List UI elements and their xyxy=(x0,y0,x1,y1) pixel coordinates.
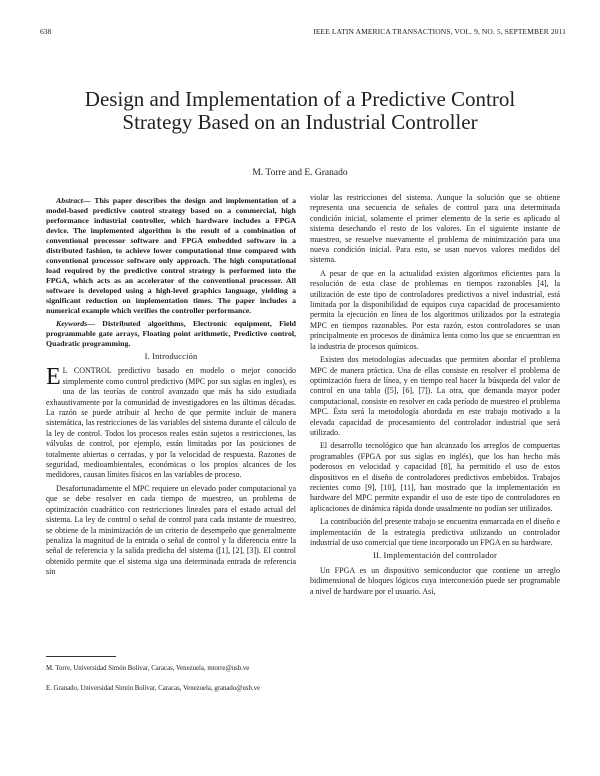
right-paragraph-2: A pesar de que en la actualidad existen algoritmos eficientes para la resolución de esta clase de problemas en tiempos razonables [4], la utilización de este tipo de controladores predictivos a nivel industrial, está limitada por la disponibilidad de equipos cuya capacidad de procesamiento permita la ejecución en línea de los algoritmos utilizados por la estrategia MPC en tiempos razonables. Por esta razón, estos controladores se usan principalmente en procesos de dinámica lenta como los que se encuentran en la industria de procesos químicos. xyxy=(310,268,560,351)
intro-paragraph-1 xyxy=(46,366,296,480)
footnote-rule xyxy=(46,656,116,657)
abstract-label: Abstract— xyxy=(56,196,91,205)
right-paragraph-1: violar las restricciones del sistema. Aunque la solución que se obtiene representa una secuencia de señales de control para una determinada condición inicial, solamente el primer elemento de la serie es aplicado al sistema desechando el resto de los valores. En el siguiente instante de muestreo, se resuelve nuevamente el problema de minimización para una nueva condición inicial. Para esto, se usan nuevos valores medidos del sistema. xyxy=(310,193,560,265)
right-column xyxy=(310,193,560,600)
abstract-text: This paper describes the design and implementation of a model-based predictive control strategy based on a commercial, high performance industrial controller, which hardware includes a FPGA device. The implemented algorithm is the result of a combination of conventional processor software and FPGA embedded software in a distributed fashion, to achieve lower computational time compared with conventional processor software only approach. The high computational load required by the predictive control strategy is performed into the FPGA, which acts as an accelerator of the conventional processor. All software is developed using a high-level graphics language, yielding a significant reduction on implementation times. The paper includes a numerical example which verifies the controller performance. xyxy=(46,196,296,315)
footnote-author-1: M. Torre, Universidad Simón Bolívar, Caracas, Venezuela, mtorre@usb.ve xyxy=(46,665,250,672)
section-heading-introduction: I. Introducción xyxy=(144,352,198,361)
right-paragraph-3: Existen dos metodologías adecuadas que permiten abordar el problema MPC de manera práctica. Una de ellas consiste en resolver el problema de optimización fuera de línea, y en tiempo real hacer la búsqueda del valor de control en una tabla ([5], [6], [7]). La otra, que demanda mayor poder computacional, consiste en resolver en cada período de muestreo el problema MPC. Ésta será la metodología abordada en este trabajo motivado a la elevada capacidad de procesamiento del controlador industrial que será utilizado. xyxy=(310,355,560,437)
section-heading-implementation: II. Implementación del controlador xyxy=(372,551,497,561)
drop-cap: E xyxy=(46,364,61,391)
left-column xyxy=(46,196,296,581)
paper-title: Design and Implementation of a Predictive Control Strategy Based on an Industrial Controller xyxy=(84,87,516,134)
right-paragraph-5: La contribución del presente trabajo se encuentra enmarcada en el diseño e implementación de la estrategia predictiva utilizando un controlador industrial de uso comercial que tiene incorporado un FPGA en su hardware. xyxy=(310,517,560,547)
journal-header: IEEE LATIN AMERICA TRANSACTIONS, VOL. 9, NO. 5, SEPTEMBER 2011 xyxy=(313,27,566,36)
keywords xyxy=(46,319,296,349)
keywords-label: Keywords xyxy=(56,319,88,328)
right-paragraph-4: El desarrollo tecnológico que han alcanzado los arreglos de compuertas programables (FPGA por sus siglas en inglés), que los han hecho más poderosos en velocidad y capacidad [8], ha permitido el uso de estos dispositivos en el diseño de controladores predictivos embebidos. Trabajos recientes como [9], [10], [11], han mostrado que la implementación en hardware del MPC permite expandir el uso de este tipo de controladores en aplicaciones de dinámica rápida donde usualmente no podían ser utilizados. xyxy=(310,441,560,513)
abstract xyxy=(46,196,296,316)
page-number: 638 xyxy=(40,27,52,36)
paper-authors: M. Torre and E. Granado xyxy=(252,168,348,178)
intro-paragraph-1-text: L CONTROL predictivo basado en modelo o mejor conocido simplemente como control predictivo (MPC por sus siglas en ingles), es una de las teorías de control avanzado que más ha sido estudiada exhaustivamente por la comunidad de investigadores en las últimas décadas. La razón se puede atribuir al hecho de que permite incluir de manera sistemática, las restricciones de las variables del sistema durante el cálculo de la ley de control. Todos los procesos reales están sujetos a restricciones, las válvulas de control, por ejemplo, están limitadas por las posiciones de totalmente abiertas o cerradas, y por la velocidad de respuesta. Razones de seguridad, medioambientales, económicas o los propios alcances de los medidores, causan límites físicos en las variables de proceso. xyxy=(46,366,296,480)
footnote-author-2: E. Granado, Universidad Simón Bolívar, Caracas, Venezuela, granado@usb.ve xyxy=(46,685,261,692)
keywords-text: — Distributed algorithms, Electronic equipment, Field programmable gate arrays, Floating point arithmetic, Predictive control, Quadratic programming. xyxy=(46,319,296,348)
right-paragraph-6: Un FPGA es un dispositivo semiconductor que contiene un arreglo bidimensional de bloques lógicos cuya interconexión puede ser programable a nivel de hardware por el usuario. Así, xyxy=(310,565,560,596)
intro-paragraph-2: Desafortunadamente el MPC requiere un elevado poder computacional ya que se debe resolver en cada tiempo de muestreo, un problema de optimización cuadrático con restricciones lineales para el estado actual del sistema. La ley de control o señal de control para cada instante de muestreo, se obtiene de la minimización de un criterio de desempeño que generalmente penaliza la magnitud de la entrada o señal de control y la diferencia entre la señal de referencia y la salida predicha del sistema ([1], [2], [3]). El control obtenido permite que el sistema siga una determinada entrada de referencia sin xyxy=(46,483,296,577)
